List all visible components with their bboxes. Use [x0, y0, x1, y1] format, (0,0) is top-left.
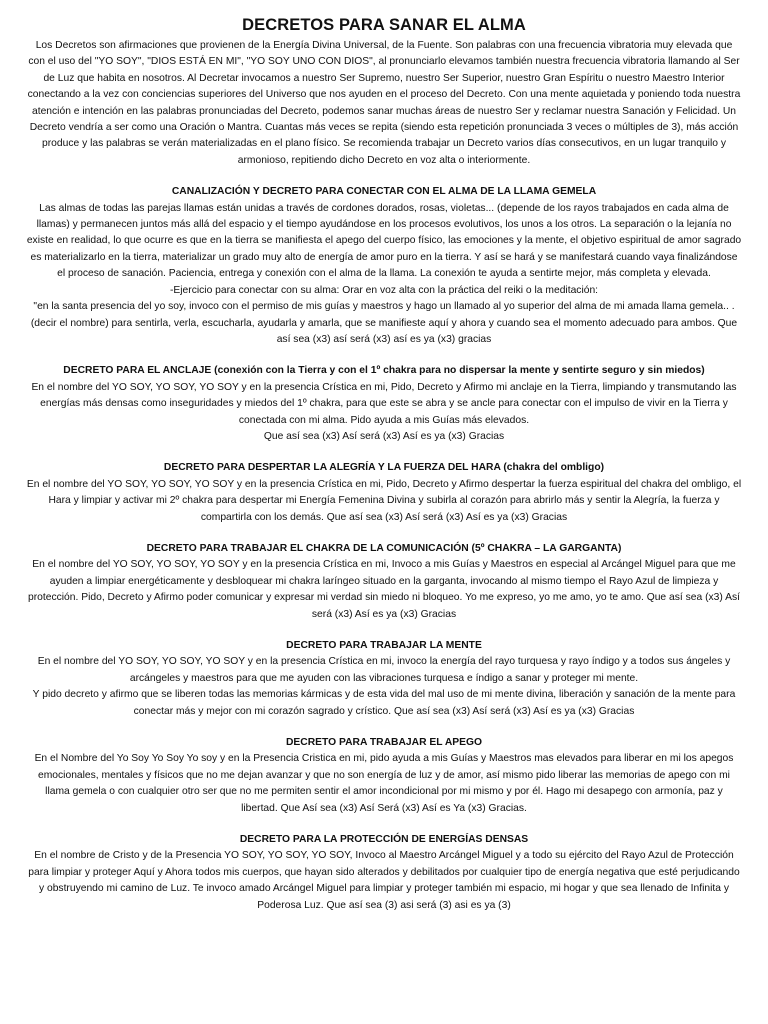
section-heading: DECRETO PARA TRABAJAR LA MENTE — [286, 640, 482, 651]
section-paragraph: En el nombre de Cristo y de la Presencia YO SOY, YO SOY, YO SOY, Invoco al Maestro Arcángel Miguel y a todo su ejército del Rayo Azul de Protección para limpiar y proteger Aquí y Ahora todos mis cuerpos, que hayan sido alterados y debilitados por cualquier tipo de energía negativa que esté perjudicando y obstruyendo mi camino de Luz. Te invoco amado Arcángel Miguel para limpiar y proteger también mi espacio, mi hogar y que sea llenado de Infinita y Poderosa Luz. Que así sea (3) asi será (3) asi es ya (3) — [28, 850, 740, 911]
section-paragraph: Que así sea (x3) Así será (x3) Así es ya (x3) Gracias — [263, 430, 505, 442]
section-heading-extra: (conexión con la Tierra y con el 1º chakra para no dispersar la mente y sentirte seguro y sin miedos) — [214, 365, 705, 377]
section-comunicacion — [26, 541, 742, 623]
section-paragraph: En el nombre del YO SOY, YO SOY, YO SOY y en la presencia Crística en mi, Pido, Decreto y Afirmo despertar la fuerza espiritual del chakra del ombligo, el Hara y limpiar y activar mi 2º chakra para despertar mi Energía Femenina Divina y subirla al corazón para abrirlo más y sentir la Alegría, la fuerza y compartirla con los demás. Que así sea (x3) Así será (x3) Así es ya (x3) Gracias — [26, 478, 742, 523]
section-heading: DECRETO PARA TRABAJAR EL CHAKRA DE LA COMUNICACIÓN (5º CHAKRA – LA GARGANTA) — [146, 542, 622, 554]
section-paragraph: "en la santa presencia del yo soy, invoco con el permiso de mis guías y maestros y hago un llamado al yo superior del alma de mi amada llama gemela.. .(decir el nombre) para sentirla, verla, escucharla, ayudarla y amarla, que se manifieste aquí y ahora y cuando sea el momento adecuado para ambos. Que así sea (x3) así será (x3) así es ya (x3) gracias — [30, 301, 738, 345]
section-heading — [26, 460, 742, 476]
section-apego — [26, 735, 742, 817]
section-paragraph: En el nombre del YO SOY, YO SOY, YO SOY y en la presencia Crística en mi, Pido, Decreto y Afirmo mi anclaje en la Tierra, limpiando y transmutando las energías más densas como inseguridades y miedos del 1º chakra, para que este se abra y se ancle para conectar con el impulso de vivir en la Tierra y conectada con mi alma. Pido ayuda a mis Guías más elevados. — [31, 381, 737, 426]
document-title: DECRETOS PARA SANAR EL ALMA — [242, 16, 526, 34]
section-heading: CANALIZACIÓN Y DECRETO PARA CONECTAR CON EL ALMA DE LA LLAMA GEMELA — [171, 186, 597, 198]
section-heading: DECRETO PARA TRABAJAR EL APEGO — [285, 737, 483, 749]
section-heading: DECRETO PARA LA PROTECCIÓN DE ENERGÍAS DENSAS — [239, 834, 529, 846]
section-paragraph: Las almas de todas las parejas llamas están unidas a través de cordones dorados, rosas, violetas... (depende de los rayos trabajados en cada alma de llamas) y permanecen juntos más allá del espacio y el tiempo ayudándose en los procesos evolutivos, los unos a los otros. La separación o la lejanía no existe en realidad, lo que ocurre es que en la tierra se manifiesta el apego del cuerpo físico, las emociones y la mente, el objetivo espiritual de amor sagrado es materializarlo en la tierra, materializar un grado muy alto de energía de amor puro en la tierra. Y así se hará y se manifestará cuando vaya finalizándose el proceso de sanación. Paciencia, entrega y conexión con el alma de la llama. La conexión te ayuda a sentirte mejor, más completa y elevada. — [26, 202, 742, 280]
section-paragraph: En el nombre del YO SOY, YO SOY, YO SOY y en la presencia Crística en mi, invoco la energía del rayo turquesa y rayo índigo y a todos sus ángeles y arcángeles y maestros para que me ayuden con las vibraciones turquesa e índigo a sanar y proteger mi mente. — [37, 656, 731, 684]
section-heading-extra: (chakra del ombligo) — [503, 462, 605, 474]
section-heading-main: DECRETO PARA EL ANCLAJE — [63, 365, 215, 377]
section-anclaje — [26, 363, 742, 445]
section-hara — [26, 460, 742, 526]
section-paragraph: Y pido decreto y afirmo que se liberen todas las memorias kármicas y de esta vida del mal uso de mi mente divina, liberación y sanación de la mente para conectar más y mejor con mi corazón sagrado y crístico. Que así sea (x3) Así será (x3) Así es ya (x3) Gracias — [32, 689, 736, 717]
intro-paragraph: Los Decretos son afirmaciones que provienen de la Energía Divina Universal, de la Fuente. Son palabras con una frecuencia vibratoria muy elevada que con el uso del "YO SOY", "DIOS ESTÁ EN MI", "YO SOY UNO CON DIOS", al pronunciarlo elevamos también nuestra frecuencia vibratoria llamando al Ser de Luz que habita en nosotros. Al Decretar invocamos a nuestro Ser Supremo, nuestro Ser Superior, nuestro Gran Espíritu o nuestro Maestro Interior conectando a la vez con conciencias superiores del Universo que nos ayuden en el proceso del Decreto. Con una mente aquietada y poniendo toda nuestra atención e intención en las palabras pronunciadas del Decreto, podemos sanar muchas áreas de nuestro Ser y reclamar nuestra Sanación y Felicidad. Un Decreto vendría a ser como una Oración o Mantra. Cuantas más veces se repita (siendo esta repetición pronunciada 3 veces o múltiples de 3), más acción produce y las palabras se verán materializadas en el plano físico. Se recomienda trabajar un Decreto varios días consecutivos, en un lugar tranquilo y armonioso, repitiendo dicho Decreto en voz alta o interiormente. — [27, 40, 741, 166]
section-paragraph: En el nombre del YO SOY, YO SOY, YO SOY y en la presencia Crística en mi, Invoco a mis Guías y Maestros en especial al Arcángel Miguel para que me ayuden a limpiar energéticamente y desbloquear mi chakra laríngeo situado en la garganta, invocando al mismo tiempo el Rayo Azul de limpieza y protección. Pido, Decreto y Afirmo poder comunicar y expresar mi verdad sin miedo ni bloqueo. Yo me expreso, yo me amo, yo te amo. Que así sea (x3) Así será (x3) Así es ya (x3) Gracias — [28, 559, 740, 620]
section-llama-gemela — [26, 184, 742, 348]
section-heading-main: DECRETO PARA DESPERTAR LA ALEGRÍA Y LA FUERZA DEL HARA — [163, 462, 504, 474]
section-paragraph: En el Nombre del Yo Soy Yo Soy Yo soy y en la Presencia Cristica en mi, pido ayuda a mis Guías y Maestros mas elevados para liberar en mi los apegos emocionales, mentales y físicos que no me dejan avanzar y que no son energía de luz y de amor, así mismo pido liberar las memorias de apego con mi llama gemela o con cualquier otro ser que no me permiten sentir el amor incondicional por mi mismo y por él. Hago mi desapego con armonía, paz y libertad. Que Así sea (x3) Así Será (x3) Así es Ya (x3) Gracias. — [34, 753, 734, 814]
section-mente — [26, 638, 742, 720]
section-heading — [26, 363, 742, 379]
section-proteccion — [26, 832, 742, 914]
section-paragraph: -Ejercicio para conectar con su alma: Orar en voz alta con la práctica del reiki o la meditación: — [169, 284, 599, 296]
